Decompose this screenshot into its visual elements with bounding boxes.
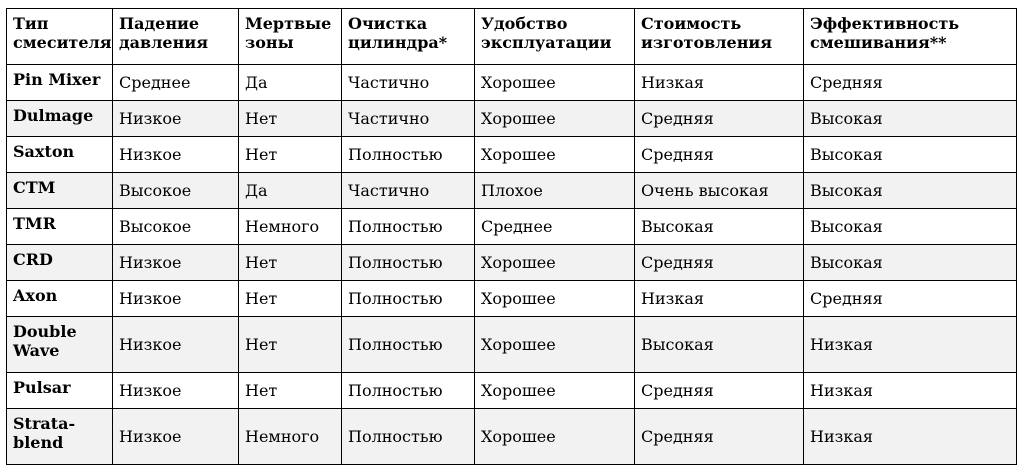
table-cell: Высокая [804,101,1017,137]
row-label: Double Wave [7,317,113,373]
table-cell: Высокая [804,173,1017,209]
table-row [7,317,1017,373]
row-label: Dulmage [7,101,113,137]
table-row [7,65,1017,101]
table-cell: Низкая [804,317,1017,373]
table-cell: Высокая [804,209,1017,245]
table-cell: Высокая [804,137,1017,173]
table-row [7,173,1017,209]
table-cell: Низкая [804,373,1017,409]
table-cell: Средняя [804,281,1017,317]
table-cell: Полностью [342,245,475,281]
mixer-comparison-table [6,8,1017,465]
table-cell: Да [239,65,342,101]
table-cell: Полностью [342,317,475,373]
table-cell: Средняя [635,137,804,173]
table-cell: Да [239,173,342,209]
row-label: Pulsar [7,373,113,409]
table-row [7,209,1017,245]
table-cell: Низкое [113,409,239,465]
header-manufacturing-cost: Стоимость изготовления [635,9,804,65]
table-cell: Хорошее [475,409,635,465]
table-cell: Средняя [635,373,804,409]
table-header-row [7,9,1017,65]
table-cell: Полностью [342,209,475,245]
table-cell: Нет [239,245,342,281]
table-cell: Низкое [113,317,239,373]
table-cell: Немного [239,409,342,465]
table-cell: Низкая [635,65,804,101]
table-cell: Высокое [113,173,239,209]
table-cell: Частично [342,173,475,209]
table-cell: Низкое [113,101,239,137]
header-mixing-efficiency: Эффективность смешивания** [804,9,1017,65]
row-label: Axon [7,281,113,317]
table-row [7,137,1017,173]
table-cell: Хорошее [475,65,635,101]
table-cell: Хорошее [475,373,635,409]
table-cell: Частично [342,65,475,101]
table-cell: Низкое [113,137,239,173]
table-cell: Средняя [635,101,804,137]
table-cell: Низкое [113,373,239,409]
table-cell: Хорошее [475,137,635,173]
row-label: CTM [7,173,113,209]
table-cell: Средняя [804,65,1017,101]
table-cell: Высокая [635,209,804,245]
row-label: CRD [7,245,113,281]
row-label: Strata-blend [7,409,113,465]
table-cell: Хорошее [475,245,635,281]
table-cell: Низкое [113,245,239,281]
table-cell: Высокое [113,209,239,245]
table-cell: Немного [239,209,342,245]
table-cell: Плохое [475,173,635,209]
row-label: Pin Mixer [7,65,113,101]
table-cell: Хорошее [475,101,635,137]
table-cell: Средняя [635,245,804,281]
table-cell: Высокая [635,317,804,373]
table-cell: Полностью [342,373,475,409]
table-cell: Низкое [113,281,239,317]
row-label: Saxton [7,137,113,173]
table-cell: Нет [239,317,342,373]
table-cell: Полностью [342,281,475,317]
table-cell: Полностью [342,137,475,173]
table-row [7,245,1017,281]
header-barrel-cleaning: Очистка цилиндра* [342,9,475,65]
table-cell: Полностью [342,409,475,465]
table-cell: Низкая [804,409,1017,465]
table-row [7,281,1017,317]
table-cell: Хорошее [475,281,635,317]
header-dead-zones: Мертвые зоны [239,9,342,65]
row-label: TMR [7,209,113,245]
table-cell: Высокая [804,245,1017,281]
table-cell: Нет [239,137,342,173]
table-cell: Низкая [635,281,804,317]
table-row [7,409,1017,465]
table-row [7,101,1017,137]
header-mixer-type: Тип смесителя [7,9,113,65]
table-cell: Среднее [475,209,635,245]
table-cell: Нет [239,101,342,137]
table-cell: Среднее [113,65,239,101]
header-pressure-drop: Падение давления [113,9,239,65]
table-cell: Средняя [635,409,804,465]
table-cell: Нет [239,281,342,317]
table-row [7,373,1017,409]
table-cell: Нет [239,373,342,409]
table-cell: Хорошее [475,317,635,373]
table-cell: Частично [342,101,475,137]
table-cell: Очень высокая [635,173,804,209]
header-ease-of-use: Удобство эксплуатации [475,9,635,65]
